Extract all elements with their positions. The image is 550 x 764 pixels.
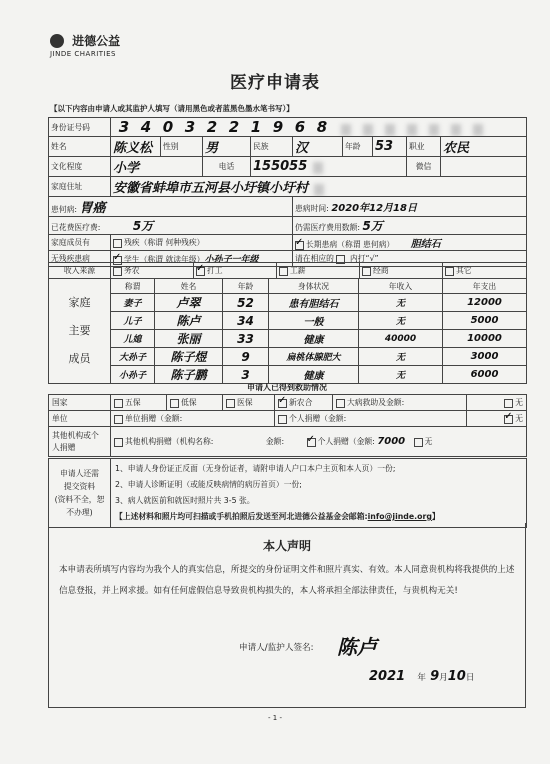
family-side-line: 主要 (68, 324, 91, 337)
family-header: 姓名 (155, 279, 223, 294)
need-label: 仍需医疗费用数额: (295, 223, 361, 232)
req-item: 2、申请人诊断证明（或能反映病情的病历首页）一份; (115, 480, 302, 489)
redacted-blur (341, 124, 351, 136)
required-docs-table (48, 458, 527, 528)
income-option[interactable] (111, 263, 194, 279)
redacted-blur (313, 162, 323, 174)
signature: 陈卢 (337, 635, 377, 659)
addr-value: 安徽省蚌埠市五河县小圩镇小圩村 (113, 181, 309, 196)
income-option-label: 务农 (124, 266, 140, 275)
aid-other-row[interactable] (111, 427, 527, 457)
aid-none-label: 无 (515, 414, 523, 423)
income-option-label: 工薪 (290, 266, 306, 275)
ethnic-label: 民族 (251, 137, 293, 157)
income-label: 收入来源 (49, 263, 111, 279)
wechat-field[interactable] (441, 157, 527, 177)
aid-none-checkbox[interactable] (504, 415, 513, 424)
aid-checkbox[interactable] (307, 438, 316, 447)
req-left-line: 申请人还需 (60, 469, 99, 478)
table-row (49, 330, 527, 348)
phone-label: 电话 (203, 157, 251, 177)
income-checkbox[interactable] (113, 267, 122, 276)
addr-label: 家庭住址 (49, 177, 111, 197)
id-digit: 8 (316, 118, 328, 136)
logo-mark-icon (50, 34, 64, 48)
aid-country-label: 国家 (49, 395, 111, 411)
edu-label: 文化程度 (49, 157, 111, 177)
disease-field[interactable] (49, 197, 293, 217)
date-day-unit: 日 (465, 673, 475, 683)
family-header: 身体状况 (269, 279, 359, 294)
aid-other-label-line: 人捐赠 (52, 442, 76, 452)
aid-option-label: 医保 (237, 398, 253, 407)
income-option[interactable] (194, 263, 277, 279)
select-hint-label: 请在相应的 (295, 254, 334, 263)
family-side-label (49, 279, 111, 384)
job-value: 农民 (443, 141, 470, 156)
income-checkbox[interactable] (279, 267, 288, 276)
wechat-label: 微信 (407, 157, 441, 177)
redacted-blur (385, 124, 395, 136)
date-year-unit: 年 (417, 673, 426, 683)
id-digit: 0 (162, 118, 174, 136)
aid-option[interactable] (111, 395, 167, 411)
req-left-line: (资料不全，恕 (54, 495, 105, 504)
gender-value: 男 (205, 141, 219, 156)
id-digit: 3 (184, 118, 196, 136)
id-digit: 3 (118, 118, 130, 136)
id-digit: 4 (140, 118, 152, 136)
id-digit: 2 (206, 118, 218, 136)
gender-field[interactable] (203, 137, 251, 157)
family-header: 称谓 (111, 279, 155, 294)
family-cell[interactable]: 大孙子 (111, 348, 155, 366)
family-cell[interactable]: 无 (359, 294, 443, 312)
family-cell[interactable]: 10000 (443, 330, 527, 348)
chronic-checkbox[interactable] (295, 241, 304, 250)
name-label: 姓名 (49, 137, 111, 157)
family-cell[interactable]: 妻子 (111, 294, 155, 312)
ethnic-value: 汉 (295, 141, 309, 156)
family-cell[interactable]: 12000 (443, 294, 527, 312)
family-cell[interactable]: 陈卢 (155, 312, 223, 330)
redacted-blur (429, 124, 439, 136)
redacted-blur (363, 124, 373, 136)
family-cell[interactable]: 陈子煜 (155, 348, 223, 366)
aid-none-checkbox[interactable] (504, 399, 513, 408)
req-email-link[interactable]: info@jinde.org (367, 512, 432, 521)
table-row (49, 366, 527, 384)
req-item: 3、病人就医前和就医时照片共 3-5 张。 (115, 496, 255, 505)
aid-other-label (49, 427, 111, 457)
job-label: 职业 (407, 137, 441, 157)
aid-option[interactable] (111, 411, 275, 427)
family-cell[interactable]: 3000 (443, 348, 527, 366)
instruction: 【以下内容由申请人或其监护人填写（请用黑色或者蓝黑色墨水笔书写）】 (50, 104, 294, 113)
req-email-text: 【上述材料和照片均可扫描或手机拍照后发送至河北进德公益基金会邮箱: (115, 512, 368, 521)
family-side-line: 成员 (68, 352, 91, 365)
member-label-line: 家庭成员有 (51, 238, 90, 247)
id-number-field[interactable] (111, 118, 527, 137)
aid-none-option[interactable] (467, 395, 527, 411)
redacted-blur (473, 124, 483, 136)
aid-amount-value: 7000 (377, 436, 406, 447)
date-month-unit: 月 (439, 673, 448, 683)
logo-cn: 进德公益 (72, 34, 121, 48)
aid-checkbox[interactable] (114, 438, 123, 447)
family-cell[interactable]: 33 (223, 330, 269, 348)
aid-none-option[interactable] (467, 411, 527, 427)
table-row (49, 312, 527, 330)
date-month: 9 (430, 669, 440, 684)
chronic-option[interactable] (293, 235, 527, 251)
family-cell[interactable]: 无 (359, 312, 443, 330)
signature-label: 申请人/监护人签名: (239, 643, 314, 653)
aid-option[interactable] (167, 395, 223, 411)
disabled-checkbox[interactable] (113, 239, 122, 248)
family-header: 年收入 (359, 279, 443, 294)
aid-option-label: 其他机构捐赠（机构名称: (125, 437, 214, 446)
family-cell[interactable]: 40000 (359, 330, 443, 348)
redacted-blur (451, 124, 461, 136)
req-left-line: 提交资料 (63, 482, 96, 491)
disease-date-field[interactable] (293, 197, 527, 217)
family-cell[interactable]: 儿子 (111, 312, 155, 330)
phone-value: 155055 (253, 159, 308, 174)
aid-none-checkbox[interactable] (414, 438, 423, 447)
aid-title: 申请人已得到救助情况 (247, 383, 327, 392)
family-cell[interactable]: 小孙子 (111, 366, 155, 384)
aid-checkbox[interactable] (114, 415, 123, 424)
aid-option[interactable] (223, 395, 275, 411)
aid-other-label-line: 其他机构或个 (52, 430, 99, 440)
spent-label: 已花费医疗费: (51, 223, 101, 232)
declaration-text: 本申请表所填写内容均为我个人的真实信息，所提交的身份证明文件和照片真实、有效。本人同意贵机构将我提供的上述信息登报，并上网求援。如有任何虚假信息导致贵机构损失的，本人将承担全部法律责任，与贵机构无关! (59, 565, 515, 596)
aid-option-label: 个人捐赠（金额: (317, 437, 375, 446)
family-cell[interactable]: 健康 (269, 366, 359, 384)
family-cell[interactable]: 6000 (443, 366, 527, 384)
aid-option-label: 大病救助及金额: (347, 398, 405, 407)
req-items (111, 459, 527, 528)
aid-checkbox[interactable] (226, 399, 235, 408)
name-field[interactable] (111, 137, 161, 157)
family-cell[interactable]: 张丽 (155, 330, 223, 348)
family-cell[interactable]: 无 (359, 366, 443, 384)
aid-unit-label: 单位 (49, 411, 111, 427)
declaration-heading: 本人声明 (262, 539, 311, 553)
aid-amount-label: 金额: (265, 437, 285, 446)
income-option-label: 经商 (373, 266, 389, 275)
edu-value: 小学 (113, 161, 140, 176)
id-digit: 2 (228, 118, 240, 136)
aid-checkbox[interactable] (114, 399, 123, 408)
aid-checkbox[interactable] (336, 399, 345, 408)
income-option[interactable] (443, 263, 527, 279)
page-number: - 1 - (268, 714, 282, 722)
edu-field[interactable] (111, 157, 203, 177)
disease-value: 胃癌 (79, 201, 106, 216)
income-table (48, 262, 527, 279)
family-table (48, 278, 527, 384)
chronic-value: 胆结石 (410, 239, 441, 250)
family-cell[interactable]: 5000 (443, 312, 527, 330)
ethnic-field[interactable] (293, 137, 343, 157)
logo-en: JINDE CHARITIES (50, 50, 116, 58)
aid-checkbox[interactable] (278, 399, 287, 408)
family-cell[interactable]: 无 (359, 348, 443, 366)
family-cell[interactable]: 健康 (269, 330, 359, 348)
gender-label: 性别 (161, 137, 203, 157)
logo (50, 30, 120, 58)
spent-value: 5万 (132, 219, 154, 233)
student-value: 小孙子一年级 (204, 255, 259, 265)
chronic-label: 长期患病（称谓 患何病） (306, 240, 395, 249)
tick-hint: 内打“√” (349, 254, 379, 263)
date-year: 2021 (369, 669, 406, 684)
aid-option[interactable] (333, 395, 467, 411)
sign-date (369, 669, 474, 684)
family-header: 年支出 (443, 279, 527, 294)
date-day: 10 (447, 669, 466, 684)
income-checkbox[interactable] (445, 267, 454, 276)
disabled-label: 残疾（称谓 何种残疾） (124, 238, 205, 247)
req-left-line: 不办理) (66, 508, 93, 517)
aid-option-label: 五保 (125, 398, 141, 407)
req-item: 1、申请人身份证正反面（无身份证者，请附申请人户口本户主页和本人页）一份; (115, 464, 396, 473)
income-option[interactable] (360, 263, 443, 279)
income-option[interactable] (277, 263, 360, 279)
income-checkbox[interactable] (362, 267, 371, 276)
job-field[interactable] (441, 137, 527, 157)
family-cell[interactable]: 52 (223, 294, 269, 312)
family-cell[interactable]: 儿媳 (111, 330, 155, 348)
redacted-blur (314, 184, 324, 196)
family-cell[interactable]: 卢翠 (155, 294, 223, 312)
need-field[interactable] (293, 217, 527, 235)
aid-option-label: 低保 (181, 398, 197, 407)
disease-date-label: 患病时间: (295, 204, 329, 213)
family-cell[interactable]: 9 (223, 348, 269, 366)
declaration-box (48, 523, 526, 708)
id-digit: 6 (294, 118, 306, 136)
income-option-label: 其它 (456, 266, 472, 275)
need-value: 5万 (362, 219, 383, 233)
aid-none-label: 无 (424, 437, 433, 446)
aid-option-label: 个人捐赠（金额: (289, 414, 347, 423)
page-title: 医疗申请表 (230, 73, 320, 93)
age-value: 53 (375, 139, 394, 154)
aid-option[interactable] (275, 411, 467, 427)
income-checkbox[interactable] (196, 267, 205, 276)
age-field[interactable] (373, 137, 407, 157)
family-cell[interactable]: 陈子鹏 (155, 366, 223, 384)
table-row (49, 348, 527, 366)
id-digit: 9 (272, 118, 284, 136)
aid-table (48, 394, 527, 457)
aid-checkbox[interactable] (170, 399, 179, 408)
family-cell[interactable]: 一般 (269, 312, 359, 330)
spent-field[interactable] (49, 217, 293, 235)
id-label: 身份证号码 (49, 118, 111, 137)
age-label: 年龄 (343, 137, 373, 157)
aid-option-label: 新农合 (289, 398, 313, 407)
disabled-option[interactable] (111, 235, 293, 251)
table-row (49, 294, 527, 312)
family-cell[interactable]: 扁桃体腺肥大 (269, 348, 359, 366)
aid-option[interactable] (275, 395, 333, 411)
member-label-line: 无残疾患病 (51, 254, 90, 263)
aid-checkbox[interactable] (278, 415, 287, 424)
phone-field[interactable] (251, 157, 407, 177)
aid-option-label: 单位捐赠（金额: (125, 414, 183, 423)
family-cell[interactable]: 3 (223, 366, 269, 384)
disease-label: 患何病: (51, 205, 78, 214)
student-label: 学生（称谓 就读年级） (124, 255, 205, 264)
family-header: 年龄 (223, 279, 269, 294)
id-digit: 1 (250, 118, 262, 136)
redacted-blur (407, 124, 417, 136)
family-side-line: 家庭 (68, 296, 91, 309)
family-cell[interactable]: 患有胆结石 (269, 294, 359, 312)
aid-none-label: 无 (515, 398, 523, 407)
family-cell[interactable]: 34 (223, 312, 269, 330)
member-label (49, 235, 111, 251)
name-value: 陈义松 (113, 141, 153, 156)
req-email-close: 】 (431, 512, 440, 521)
applicant-table (48, 117, 527, 267)
income-option-label: 打工 (207, 266, 223, 275)
req-left-label (49, 459, 111, 528)
disease-date-value: 2020年12月18日 (331, 203, 417, 214)
addr-field[interactable] (111, 177, 527, 197)
